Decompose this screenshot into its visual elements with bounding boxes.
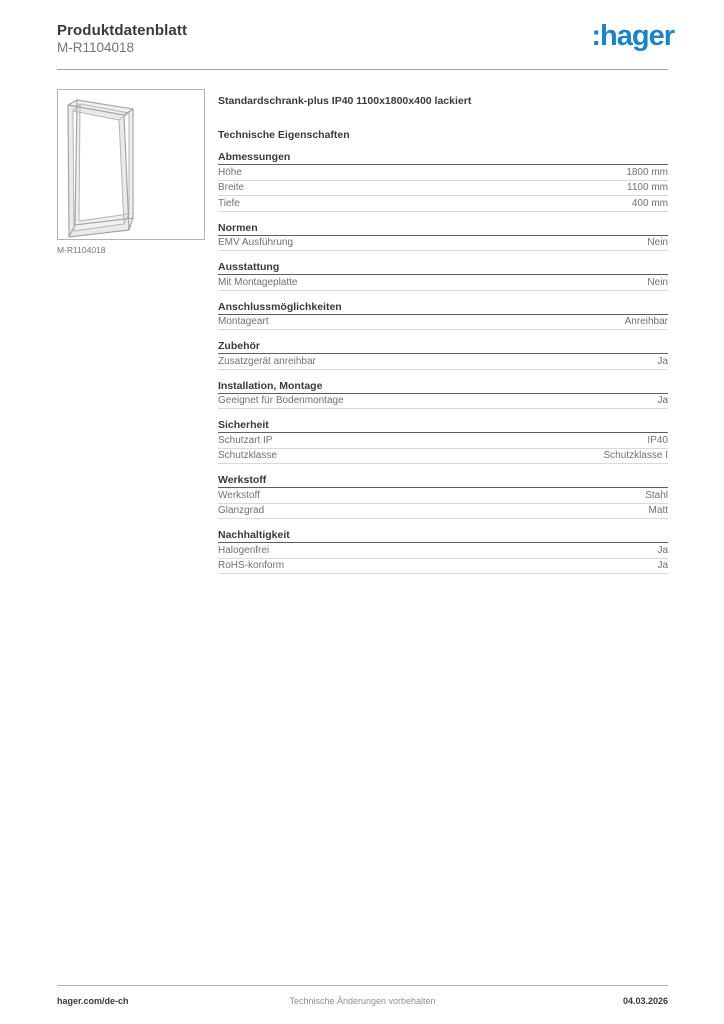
spec-section-title: Installation, Montage xyxy=(218,381,668,394)
spec-section-title: Werkstoff xyxy=(218,475,668,488)
spec-value: 1100 mm xyxy=(627,182,668,193)
spec-label: Breite xyxy=(218,182,245,193)
spec-row xyxy=(218,196,668,212)
spec-row xyxy=(218,354,668,370)
spec-label: Höhe xyxy=(218,166,242,178)
spec-row xyxy=(218,543,668,559)
specs-column xyxy=(218,89,668,574)
spec-label: Geeignet für Bodenmontage xyxy=(218,395,344,406)
page-header xyxy=(57,22,672,55)
spec-label: Werkstoff xyxy=(218,489,260,501)
spec-row xyxy=(218,181,668,197)
spec-section xyxy=(218,152,668,212)
specs-heading: Technische Eigenschaften xyxy=(218,129,350,141)
footer-date: 04.03.2026 xyxy=(622,996,668,1006)
spec-label: Tiefe xyxy=(218,197,240,209)
product-image-box xyxy=(57,89,205,240)
main-content xyxy=(57,89,668,574)
spec-label: Halogenfrei xyxy=(218,544,270,556)
page-footer xyxy=(57,985,668,1006)
spec-section xyxy=(218,341,668,370)
spec-row xyxy=(218,315,668,331)
spec-section xyxy=(218,302,668,331)
spec-value: Ja xyxy=(657,355,668,367)
spec-section xyxy=(218,475,668,519)
spec-section xyxy=(218,381,668,410)
footer-disclaimer: Technische Änderungen vorbehalten xyxy=(289,996,436,1006)
spec-section-title: Sicherheit xyxy=(218,420,668,433)
cabinet-wireframe-image xyxy=(58,90,204,239)
spec-value: Matt xyxy=(648,505,668,516)
product-image-caption: M-R1104018 xyxy=(57,245,106,255)
spec-row xyxy=(218,165,668,181)
spec-row xyxy=(218,236,668,252)
spec-label: RoHS-konform xyxy=(218,560,285,571)
spec-row xyxy=(218,559,668,575)
spec-section-title: Ausstattung xyxy=(218,262,668,275)
spec-label: Mit Montageplatte xyxy=(218,276,298,288)
spec-section xyxy=(218,530,668,574)
product-name: Standardschrank-plus IP40 1100x1800x400 lackiert xyxy=(218,95,472,107)
spec-value: Stahl xyxy=(645,489,668,501)
spec-label: Montageart xyxy=(218,316,269,327)
spec-sections xyxy=(218,152,668,574)
header-divider xyxy=(57,69,668,70)
spec-value: 1800 mm xyxy=(626,166,668,178)
spec-row xyxy=(218,488,668,504)
footer-website-link[interactable]: hager.com/de-ch xyxy=(57,996,129,1006)
spec-section-title: Abmessungen xyxy=(218,152,668,165)
spec-row xyxy=(218,449,668,465)
spec-value: Ja xyxy=(657,560,668,571)
spec-section xyxy=(218,420,668,464)
spec-section-title: Normen xyxy=(218,223,668,236)
spec-row xyxy=(218,275,668,291)
spec-value: Anreihbar xyxy=(624,316,668,327)
page-title: Produktdatenblatt xyxy=(57,22,188,39)
spec-value: Ja xyxy=(657,544,668,556)
spec-label: EMV Ausführung xyxy=(218,237,294,248)
product-reference: M-R1104018 xyxy=(57,40,135,55)
spec-row xyxy=(218,433,668,449)
spec-section-title: Zubehör xyxy=(218,341,668,354)
spec-row xyxy=(218,504,668,520)
spec-section-title: Nachhaltigkeit xyxy=(218,530,668,543)
spec-value: Ja xyxy=(657,395,668,406)
spec-value: IP40 xyxy=(647,434,668,446)
spec-value: Nein xyxy=(647,237,668,248)
spec-label: Glanzgrad xyxy=(218,505,265,516)
spec-section xyxy=(218,223,668,252)
spec-value: Schutzklasse I xyxy=(603,450,668,461)
spec-label: Schutzart IP xyxy=(218,434,273,446)
hager-logo: :hager xyxy=(591,20,674,52)
spec-section-title: Anschlussmöglichkeiten xyxy=(218,302,668,315)
spec-value: 400 mm xyxy=(631,197,668,209)
spec-row xyxy=(218,394,668,410)
product-image-column xyxy=(57,89,205,574)
spec-label: Zusatzgerät anreihbar xyxy=(218,355,316,367)
spec-label: Schutzklasse xyxy=(218,450,277,461)
spec-section xyxy=(218,262,668,291)
spec-value: Nein xyxy=(647,276,668,288)
